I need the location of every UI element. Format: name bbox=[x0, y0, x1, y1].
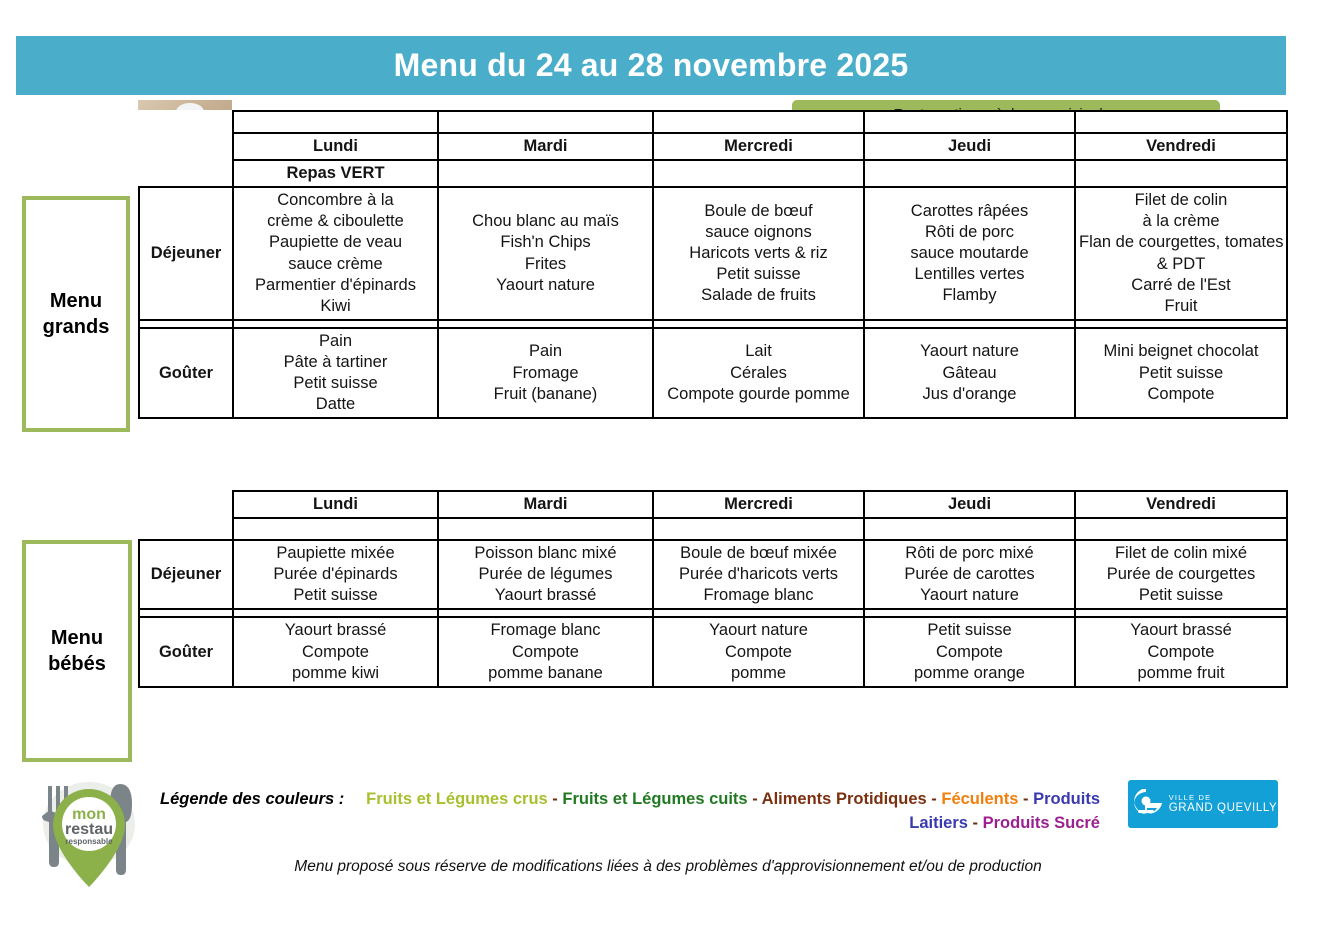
menu-item: & PDT bbox=[1156, 254, 1206, 273]
menu-item: Purée d'haricots verts bbox=[678, 565, 839, 584]
day-header-jeudi: Jeudi bbox=[864, 491, 1075, 518]
menu-item: Compote bbox=[936, 642, 1003, 661]
menu-item: Parmentier d'épinards bbox=[255, 275, 416, 294]
legend-separator: - bbox=[967, 813, 983, 832]
menu-item: Flan de courgettes, tomates bbox=[1079, 233, 1284, 252]
blank-cell bbox=[1075, 111, 1287, 133]
blank-cell bbox=[864, 518, 1075, 540]
menu-item: pomme bbox=[730, 663, 787, 682]
menu-item: Boule de bœuf mixée bbox=[680, 544, 837, 563]
menu-cell bbox=[653, 617, 864, 686]
menu-item: sauce crème bbox=[288, 254, 383, 273]
day-header-vendredi: Vendredi bbox=[1075, 133, 1287, 160]
menu-item: Yaourt nature bbox=[496, 275, 595, 294]
spacer-cell bbox=[653, 609, 864, 617]
blank-cell bbox=[1075, 518, 1287, 540]
table-row-grands-dejeuner bbox=[139, 187, 1287, 320]
spacer-cell bbox=[233, 320, 438, 328]
side-label-grands-line2: grands bbox=[42, 316, 110, 338]
day-header-lundi: Lundi bbox=[233, 491, 438, 518]
menu-cell bbox=[438, 187, 653, 320]
menu-cell bbox=[438, 617, 653, 686]
menu-item: Gâteau bbox=[942, 363, 997, 382]
menu-item: Yaourt nature bbox=[709, 621, 808, 640]
svg-text:mon: mon bbox=[72, 806, 106, 823]
menu-table-bebes bbox=[138, 490, 1288, 688]
blank-cell bbox=[1075, 160, 1287, 187]
side-label-menu-bebes bbox=[22, 540, 132, 762]
blank-cell bbox=[653, 518, 864, 540]
menu-item: Pain bbox=[318, 331, 353, 350]
menu-item: Purée d'épinards bbox=[273, 565, 398, 584]
legend-separator: - bbox=[1018, 790, 1034, 808]
menu-item: Purée de légumes bbox=[478, 565, 613, 584]
blank-cell bbox=[233, 111, 438, 133]
legend-item: Fruits et Légumes crus bbox=[366, 790, 548, 808]
menu-cell bbox=[233, 617, 438, 686]
blank-cell bbox=[864, 111, 1075, 133]
menu-item: Filet de colin bbox=[1134, 191, 1228, 210]
side-label-grands-line1: Menu bbox=[49, 290, 103, 312]
table-row-days bbox=[139, 133, 1287, 160]
day-header-jeudi: Jeudi bbox=[864, 133, 1075, 160]
menu-cell bbox=[1075, 328, 1287, 418]
menu-item: Yaourt brassé bbox=[494, 586, 597, 605]
side-label-menu-grands bbox=[22, 196, 130, 432]
meal-label-gouter: Goûter bbox=[139, 328, 233, 418]
spacer-cell bbox=[233, 609, 438, 617]
menu-cell bbox=[653, 187, 864, 320]
spacer-cell bbox=[139, 609, 233, 617]
table-row-blank bbox=[139, 518, 1287, 540]
blank-cell bbox=[864, 160, 1075, 187]
menu-cell bbox=[438, 540, 653, 609]
legend-separator: - bbox=[547, 790, 563, 808]
menu-cell bbox=[233, 328, 438, 418]
menu-item: Yaourt nature bbox=[920, 586, 1019, 605]
menu-item: Petit suisse bbox=[1138, 363, 1224, 382]
quevilly-line1: VILLE DE bbox=[1168, 793, 1212, 803]
menu-cell bbox=[653, 328, 864, 418]
menu-item: Pâte à tartiner bbox=[283, 352, 388, 371]
menu-item: Carottes râpées bbox=[910, 201, 1029, 220]
menu-cell bbox=[438, 328, 653, 418]
table-row-blank-top bbox=[139, 111, 1287, 133]
legend-items bbox=[366, 790, 1100, 832]
svg-text:responsable: responsable bbox=[65, 837, 113, 846]
menu-item: pomme banane bbox=[488, 663, 603, 682]
legend-lead: Légende des couleurs : bbox=[160, 790, 345, 808]
menu-item: Compote gourde pomme bbox=[667, 384, 850, 403]
menu-item: Petit suisse bbox=[716, 265, 801, 284]
menu-item: Fruit (banane) bbox=[493, 384, 598, 403]
day-header-mercredi: Mercredi bbox=[653, 491, 864, 518]
footer-disclaimer: Menu proposé sous réserve de modifications liées à des problèmes d'approvisionnement et/ou de production bbox=[294, 858, 1042, 875]
day-header-mardi: Mardi bbox=[438, 491, 653, 518]
grand-quevilly-text bbox=[1169, 794, 1278, 814]
menu-item: Lait bbox=[745, 342, 772, 361]
menu-item: Fromage blanc bbox=[490, 621, 601, 640]
menu-cell bbox=[233, 540, 438, 609]
table-row-special-note bbox=[139, 160, 1287, 187]
legend-item: Produits Laitiers bbox=[909, 790, 1100, 832]
menu-item: Chou blanc au maïs bbox=[472, 212, 619, 231]
special-note-repas-vert: Repas VERT bbox=[233, 160, 438, 187]
menu-item: Paupiette mixée bbox=[276, 544, 395, 563]
menu-item: pomme kiwi bbox=[291, 663, 380, 682]
side-label-bebes-line1: Menu bbox=[50, 627, 104, 649]
spacer-cell bbox=[1075, 320, 1287, 328]
legend-separator: - bbox=[926, 790, 942, 808]
menu-item: Jus d'orange bbox=[922, 384, 1017, 403]
legend-item: Aliments Protidiques bbox=[761, 790, 927, 808]
menu-item: Fromage bbox=[512, 363, 579, 382]
spacer-cell bbox=[864, 320, 1075, 328]
menu-item: Compote bbox=[1147, 384, 1215, 403]
table-row-bebes-gouter bbox=[139, 617, 1287, 686]
menu-item: Filet de colin mixé bbox=[1114, 544, 1248, 563]
spacer-cell bbox=[139, 320, 233, 328]
meal-label-gouter: Goûter bbox=[139, 617, 233, 686]
blank-cell bbox=[438, 160, 653, 187]
meal-label-dejeuner: Déjeuner bbox=[139, 540, 233, 609]
menu-cell bbox=[864, 187, 1075, 320]
table-row-spacer bbox=[139, 609, 1287, 617]
day-header-vendredi: Vendredi bbox=[1075, 491, 1287, 518]
menu-item: Purée de courgettes bbox=[1106, 565, 1256, 584]
menu-item: Salade de fruits bbox=[701, 286, 816, 305]
legend-item: Produits Sucré bbox=[982, 813, 1100, 832]
menu-item: Purée de carottes bbox=[904, 565, 1035, 584]
menu-item: Fruit bbox=[1164, 296, 1198, 315]
corner-cell bbox=[139, 111, 233, 133]
menu-item: Petit suisse bbox=[1138, 586, 1224, 605]
menu-item: sauce moutarde bbox=[910, 243, 1029, 262]
menu-cell bbox=[1075, 617, 1287, 686]
corner-cell bbox=[139, 133, 233, 160]
menu-item: Compote bbox=[302, 642, 369, 661]
menu-item: Compote bbox=[1147, 642, 1215, 661]
legend-separator: - bbox=[747, 790, 762, 808]
logo-mon-restau-responsable bbox=[20, 776, 158, 894]
menu-item: Pain bbox=[528, 342, 563, 361]
corner-cell bbox=[139, 491, 233, 518]
menu-item: sauce oignons bbox=[705, 222, 812, 241]
spacer-cell bbox=[864, 609, 1075, 617]
menu-item: Compote bbox=[725, 642, 792, 661]
quevilly-line2: GRAND QUEVILLY bbox=[1168, 801, 1278, 814]
day-header-mardi: Mardi bbox=[438, 133, 653, 160]
menu-item: Haricots verts & riz bbox=[689, 243, 828, 262]
legend-item: Féculents bbox=[941, 790, 1019, 808]
table-row-days bbox=[139, 491, 1287, 518]
menu-item: Paupiette de veau bbox=[268, 233, 403, 252]
title-banner bbox=[16, 36, 1286, 95]
page-title: Menu du 24 au 28 novembre 2025 bbox=[393, 47, 909, 83]
menu-item: Yaourt brassé bbox=[284, 621, 387, 640]
day-header-lundi: Lundi bbox=[233, 133, 438, 160]
blank-cell bbox=[653, 111, 864, 133]
menu-item: Cérales bbox=[730, 363, 787, 382]
menu-cell bbox=[1075, 187, 1287, 320]
menu-item: Mini beignet chocolat bbox=[1103, 342, 1259, 361]
corner-cell bbox=[139, 160, 233, 187]
menu-item: Yaourt brassé bbox=[1130, 621, 1232, 640]
side-label-bebes-line2: bébés bbox=[48, 653, 106, 675]
menu-item: Rôti de porc bbox=[925, 222, 1014, 241]
legend bbox=[160, 788, 1100, 836]
menu-item: Yaourt nature bbox=[920, 342, 1019, 361]
day-header-mercredi: Mercredi bbox=[653, 133, 864, 160]
menu-item: Rôti de porc mixé bbox=[905, 544, 1034, 563]
menu-table-grands bbox=[138, 110, 1288, 419]
menu-item: Datte bbox=[315, 395, 356, 414]
menu-cell bbox=[864, 540, 1075, 609]
menu-item: Kiwi bbox=[320, 296, 351, 315]
grand-quevilly-mark-icon bbox=[1129, 789, 1163, 819]
menu-cell bbox=[864, 328, 1075, 418]
legend-item: Fruits et Légumes cuits bbox=[562, 790, 748, 808]
menu-item: Petit suisse bbox=[927, 621, 1012, 640]
table-row-grands-gouter bbox=[139, 328, 1287, 418]
menu-item: Compote bbox=[512, 642, 579, 661]
table-row-spacer bbox=[139, 320, 1287, 328]
blank-cell bbox=[653, 160, 864, 187]
menu-item: Frites bbox=[524, 254, 567, 273]
blank-cell bbox=[438, 518, 653, 540]
corner-cell bbox=[139, 518, 233, 540]
spacer-cell bbox=[438, 320, 653, 328]
menu-item: Fish'n Chips bbox=[500, 233, 591, 252]
menu-item: Concombre à la bbox=[277, 191, 394, 210]
menu-item: Poisson blanc mixé bbox=[474, 544, 617, 563]
menu-cell bbox=[653, 540, 864, 609]
menu-item: pomme orange bbox=[914, 663, 1025, 682]
blank-cell bbox=[438, 111, 653, 133]
mon-restau-logo-icon bbox=[20, 776, 158, 894]
logo-grand-quevilly bbox=[1128, 780, 1278, 828]
menu-item: Flamby bbox=[942, 286, 997, 305]
menu-cell bbox=[864, 617, 1075, 686]
menu-item: pomme fruit bbox=[1137, 663, 1225, 682]
menu-item: Petit suisse bbox=[293, 586, 378, 605]
menu-item: crème & ciboulette bbox=[267, 212, 404, 231]
menu-cell bbox=[233, 187, 438, 320]
spacer-cell bbox=[1075, 609, 1287, 617]
menu-cell bbox=[1075, 540, 1287, 609]
menu-item: Boule de bœuf bbox=[704, 201, 813, 220]
menu-item: Lentilles vertes bbox=[914, 265, 1025, 284]
table-row-bebes-dejeuner bbox=[139, 540, 1287, 609]
menu-item: Petit suisse bbox=[293, 374, 378, 393]
blank-cell bbox=[233, 518, 438, 540]
svg-text:restau: restau bbox=[64, 821, 114, 838]
menu-item: Fromage blanc bbox=[703, 586, 814, 605]
spacer-cell bbox=[438, 609, 653, 617]
spacer-cell bbox=[653, 320, 864, 328]
menu-item: à la crème bbox=[1142, 212, 1220, 231]
menu-item: Carré de l'Est bbox=[1131, 275, 1231, 294]
meal-label-dejeuner: Déjeuner bbox=[139, 187, 233, 320]
